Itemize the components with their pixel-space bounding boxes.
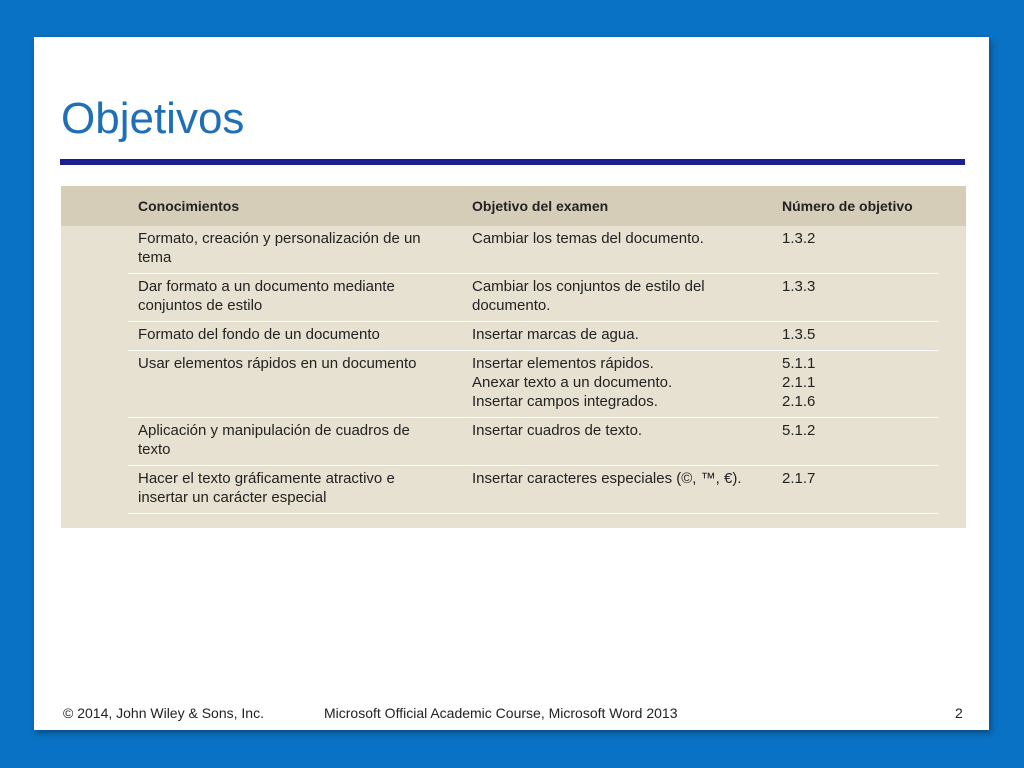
footer-course: Microsoft Official Academic Course, Microsoft Word 2013 xyxy=(324,705,678,721)
header-objective-number: Número de objetivo xyxy=(782,198,913,214)
cell-number xyxy=(772,351,938,418)
cell-text: Cambiar los conjuntos de estilo del xyxy=(472,278,705,295)
cell-objective xyxy=(462,466,772,514)
cell-skill xyxy=(128,322,462,351)
cell-objective xyxy=(462,418,772,466)
cell-objective xyxy=(462,274,772,322)
cell-text: conjuntos de estilo xyxy=(138,297,263,314)
cell-number xyxy=(772,418,938,466)
cell-number xyxy=(772,322,938,351)
cell-text: Formato del fondo de un documento xyxy=(138,326,380,343)
cell-text: 2.1.1 xyxy=(782,374,816,391)
cell-number xyxy=(772,466,938,514)
objectives-table-container xyxy=(61,186,966,528)
cell-text: documento. xyxy=(472,297,551,314)
cell-text: Dar formato a un documento mediante xyxy=(138,278,395,295)
cell-skill xyxy=(128,418,462,466)
table-row xyxy=(128,274,938,322)
table-row xyxy=(128,418,938,466)
cell-objective xyxy=(462,226,772,274)
cell-text: Usar elementos rápidos en un documento xyxy=(138,355,417,372)
cell-text: insertar un carácter especial xyxy=(138,489,327,506)
table-row xyxy=(128,466,938,514)
cell-objective xyxy=(462,322,772,351)
cell-text: texto xyxy=(138,441,171,458)
header-skills: Conocimientos xyxy=(138,198,240,214)
cell-text: 2.1.6 xyxy=(782,393,816,410)
cell-text: Hacer el texto gráficamente atractivo e xyxy=(138,470,395,487)
footer-copyright: © 2014, John Wiley & Sons, Inc. xyxy=(63,705,264,721)
cell-skill xyxy=(128,226,462,274)
table-row xyxy=(128,322,938,351)
cell-text: 5.1.2 xyxy=(782,422,816,439)
table-header-row xyxy=(128,186,938,226)
slide-title: Objetivos xyxy=(61,94,245,143)
cell-skill xyxy=(128,274,462,322)
cell-text: Insertar campos integrados. xyxy=(472,393,658,410)
footer-page-number: 2 xyxy=(955,705,963,721)
cell-text: 1.3.3 xyxy=(782,278,816,295)
cell-text: Aplicación y manipulación de cuadros de xyxy=(138,422,410,439)
cell-text: Insertar cuadros de texto. xyxy=(472,422,643,439)
cell-text: Formato, creación y personalización de un xyxy=(138,230,421,247)
cell-text: Anexar texto a un documento. xyxy=(472,374,673,391)
slide xyxy=(34,37,989,730)
table-row xyxy=(128,351,938,418)
title-divider xyxy=(60,159,965,165)
cell-text: 2.1.7 xyxy=(782,470,816,487)
cell-number xyxy=(772,226,938,274)
cell-skill xyxy=(128,351,462,418)
cell-text: 1.3.2 xyxy=(782,230,816,247)
objectives-table xyxy=(128,186,938,514)
cell-text: Insertar elementos rápidos. xyxy=(472,355,654,372)
cell-number xyxy=(772,274,938,322)
cell-text: Insertar caracteres especiales (©, ™, €). xyxy=(472,470,742,487)
cell-text: tema xyxy=(138,249,172,266)
cell-text: Insertar marcas de agua. xyxy=(472,326,639,343)
cell-text: 1.3.5 xyxy=(782,326,816,343)
cell-text: Cambiar los temas del documento. xyxy=(472,230,704,247)
table-row xyxy=(128,226,938,274)
cell-objective xyxy=(462,351,772,418)
cell-skill xyxy=(128,466,462,514)
header-exam-objective: Objetivo del examen xyxy=(472,198,609,214)
cell-text: 5.1.1 xyxy=(782,355,816,372)
